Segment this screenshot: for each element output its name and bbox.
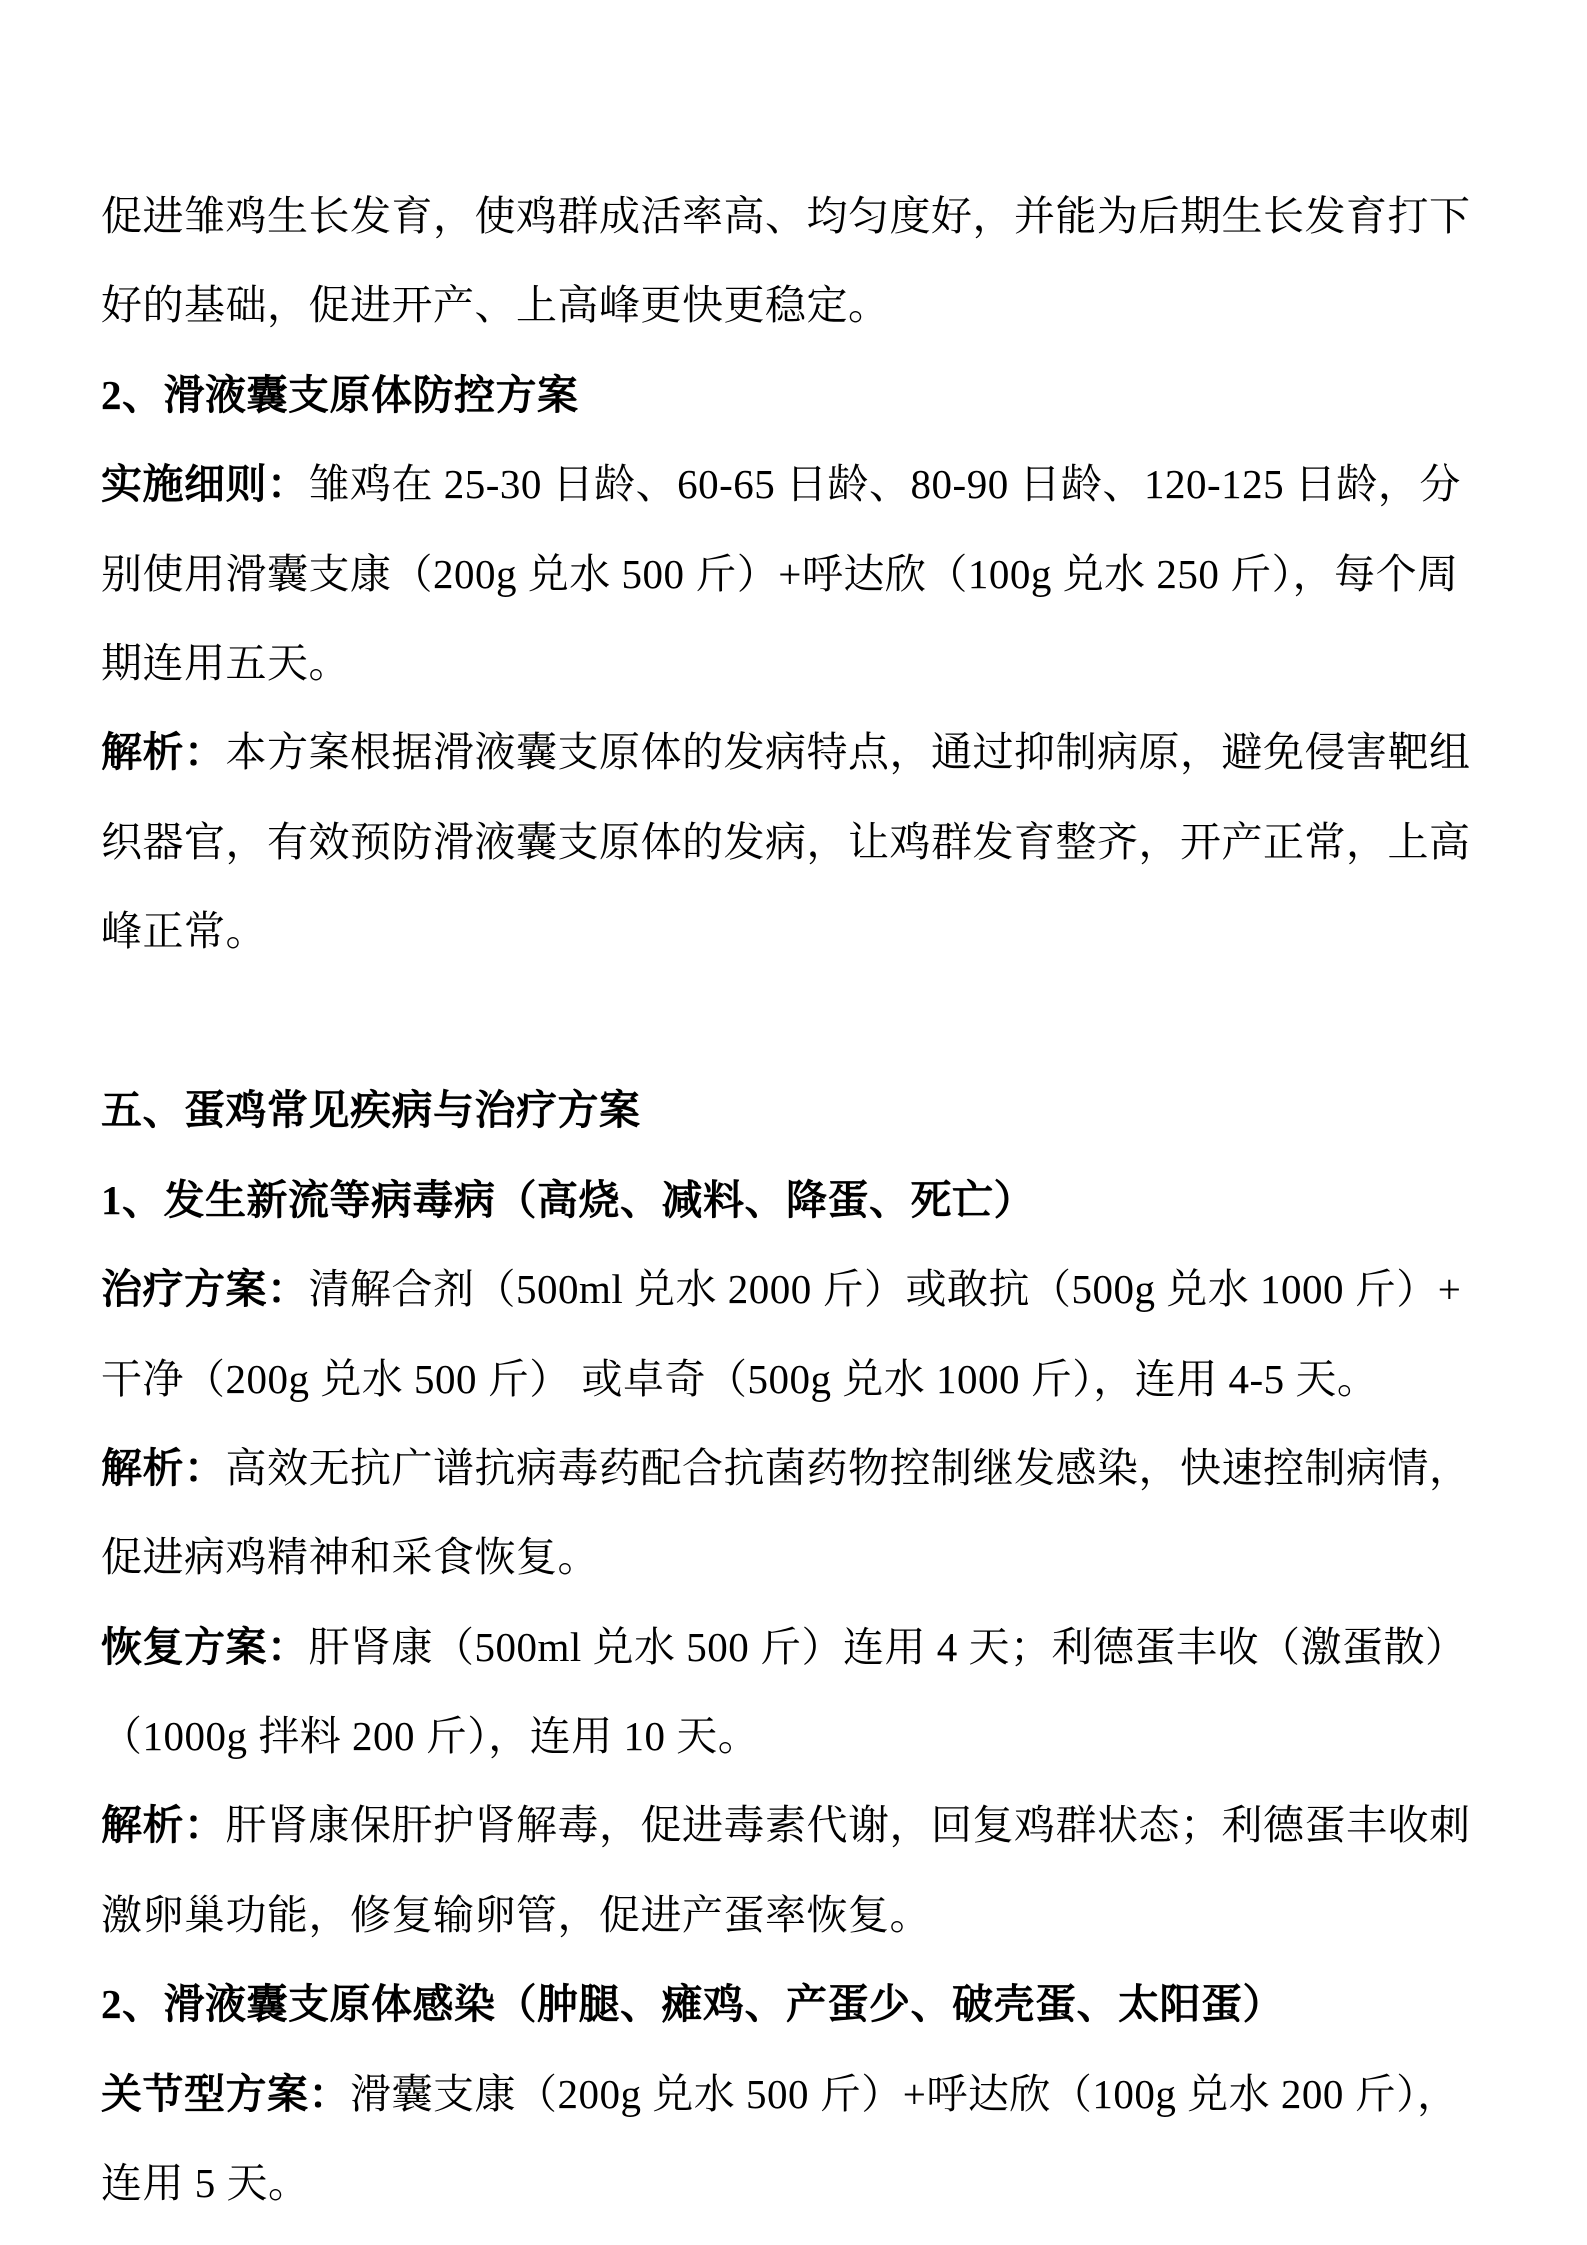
text-run: 雏鸡在 25-30 日龄、60-65 日龄、80-90 日龄、120-125 日龄，分别使用滑囊支康（200g 兑水 500 斤）+呼达欣（100g 兑水 250 斤），每个周期连用五天。 <box>101 461 1461 686</box>
bold-label: 2、滑液囊支原体感染（肿腿、瘫鸡、产蛋少、破壳蛋、太阳蛋） <box>101 1981 1284 2028</box>
bold-label: 2、滑液囊支原体防控方案 <box>101 371 579 418</box>
heading <box>101 351 1491 440</box>
paragraph <box>101 1424 1491 1603</box>
bold-label: 解析： <box>101 729 226 776</box>
text-run: 清解合剂（500ml 兑水 2000 斤）或敢抗（500g 兑水 1000 斤）+ 干净（200g 兑水 500 斤） 或卓奇（500g 兑水 1000 斤），连用 4-5 天。 <box>101 1266 1462 1402</box>
document-content <box>101 172 1491 2228</box>
heading <box>101 1960 1491 2049</box>
paragraph <box>101 172 1491 351</box>
paragraph <box>101 1603 1491 1782</box>
text-run: 本方案根据滑液囊支原体的发病特点，通过抑制病原，避免侵害靶组织器官，有效预防滑液囊支原体的发病，让鸡群发育整齐，开产正常，上高峰正常。 <box>101 729 1471 954</box>
heading <box>101 1156 1491 1245</box>
heading <box>101 1066 1491 1155</box>
bold-label: 五、蛋鸡常见疾病与治疗方案 <box>101 1087 641 1134</box>
paragraph <box>101 1781 1491 1960</box>
text-run: 肝肾康（500ml 兑水 500 斤）连用 4 天；利德蛋丰收（激蛋散）（1000g 拌料 200 斤），连用 10 天。 <box>101 1623 1467 1759</box>
bold-label: 恢复方案： <box>101 1623 309 1670</box>
text-run: 促进雏鸡生长发育，使鸡群成活率高、均匀度好，并能为后期生长发育打下好的基础，促进开产、上高峰更快更稳定。 <box>101 193 1471 329</box>
bold-label: 解析： <box>101 1802 226 1849</box>
paragraph <box>101 708 1491 976</box>
paragraph <box>101 2050 1491 2229</box>
bold-label: 关节型方案： <box>101 2070 350 2117</box>
text-run: 肝肾康保肝护肾解毒，促进毒素代谢，回复鸡群状态；利德蛋丰收刺激卵巢功能，修复输卵管，促进产蛋率恢复。 <box>101 1802 1471 1938</box>
bold-label: 实施细则： <box>101 461 309 508</box>
bold-label: 治疗方案： <box>101 1266 309 1313</box>
bold-label: 解析： <box>101 1444 226 1491</box>
paragraph <box>101 1245 1491 1424</box>
text-run: 滑囊支康（200g 兑水 500 斤）+呼达欣（100g 兑水 200 斤），连用 5 天。 <box>101 2070 1459 2206</box>
bold-label: 1、发生新流等病毒病（高烧、减料、降蛋、死亡） <box>101 1176 1035 1223</box>
text-run: 高效无抗广谱抗病毒药配合抗菌药物控制继发感染，快速控制病情，促进病鸡精神和采食恢复。 <box>101 1444 1471 1581</box>
paragraph <box>101 440 1491 708</box>
